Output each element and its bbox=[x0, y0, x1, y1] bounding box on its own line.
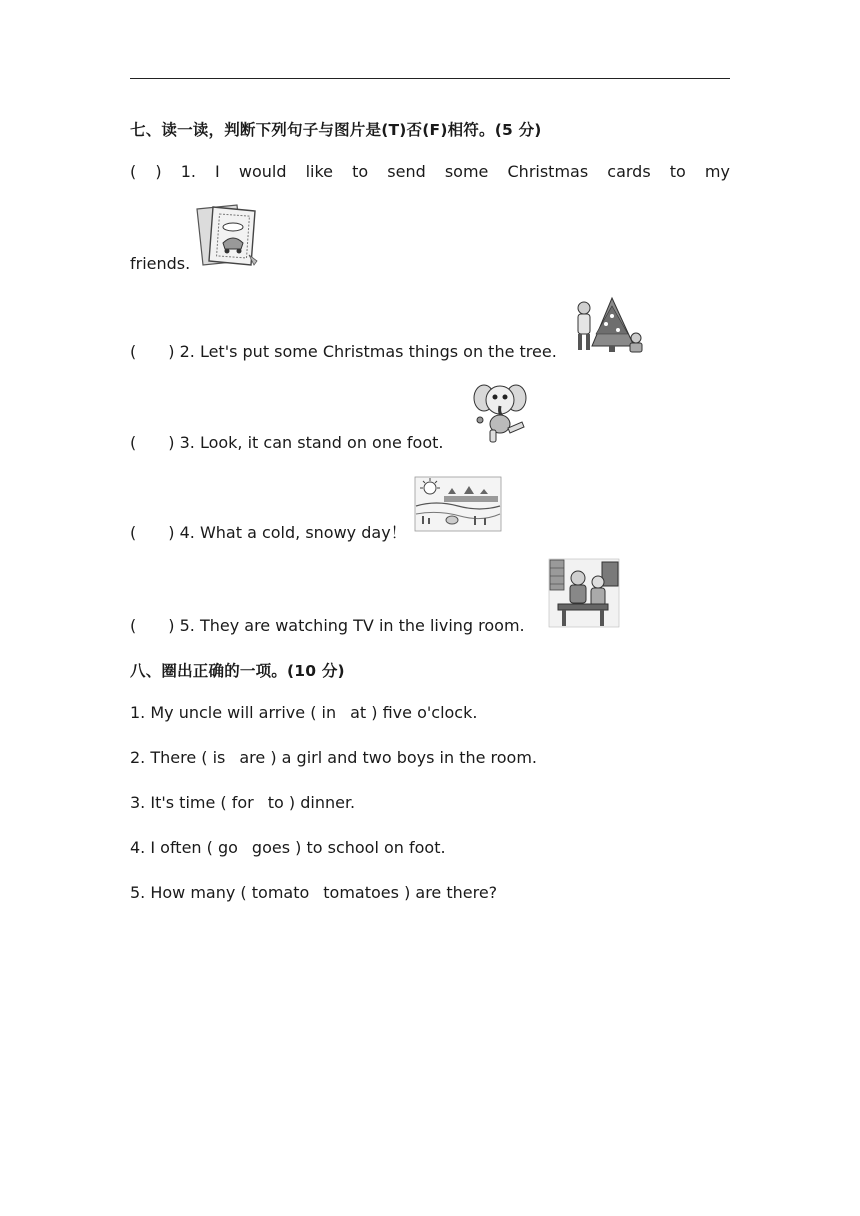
choice-option-1[interactable]: 3. It's time ( for bbox=[130, 793, 254, 812]
answer-paren-open: ( bbox=[130, 523, 137, 542]
choice-option-2[interactable]: are ) a girl and two boys in the room. bbox=[239, 748, 538, 767]
answer-paren-close: ) bbox=[168, 616, 175, 635]
choice-item-2 bbox=[130, 748, 537, 767]
answer-paren-close: ) bbox=[168, 342, 175, 361]
choice-option-2[interactable]: goes ) to school on foot. bbox=[251, 838, 446, 857]
choice-option-2[interactable]: to ) dinner. bbox=[267, 793, 356, 812]
choice-option-1[interactable]: 5. How many ( tomato bbox=[130, 883, 310, 902]
choice-option-1[interactable]: 4. I often ( go bbox=[130, 838, 238, 857]
choice-option-2[interactable]: at ) five o'clock. bbox=[350, 703, 478, 722]
section-7-title: 七、读一读，判断下列句子与图片是(T)否(F)相符。(5 分) bbox=[130, 121, 542, 139]
section-8-title: 八、圈出正确的一项。(10 分) bbox=[130, 662, 345, 680]
question-4 bbox=[130, 520, 407, 543]
answer-paren-open: ( bbox=[130, 616, 137, 635]
choice-item-3 bbox=[130, 793, 355, 812]
answer-paren-close: ) bbox=[168, 433, 175, 452]
q1-word: 1. bbox=[180, 162, 196, 181]
q1-word: ( bbox=[130, 162, 137, 181]
question-text: 3. Look, it can stand on one foot. bbox=[179, 433, 444, 452]
question-text: 2. Let's put some Christmas things on the tree. bbox=[179, 342, 557, 361]
christmas-card-icon bbox=[193, 203, 263, 269]
choice-option-1[interactable]: 2. There ( is bbox=[130, 748, 226, 767]
question-text: 5. They are watching TV in the living room. bbox=[179, 616, 525, 635]
q1-word: my bbox=[704, 162, 730, 181]
q1-word: send bbox=[387, 162, 426, 181]
question-2 bbox=[130, 342, 557, 361]
question-text: 4. What a cold, snowy day！ bbox=[179, 523, 407, 542]
choice-item-1 bbox=[130, 703, 477, 722]
question-5 bbox=[130, 616, 525, 635]
q1-word: to bbox=[352, 162, 369, 181]
header-rule bbox=[130, 78, 730, 79]
question-1-continuation: friends. bbox=[130, 254, 191, 273]
choice-option-1[interactable]: 1. My uncle will arrive ( in bbox=[130, 703, 337, 722]
snowy-landscape-icon bbox=[414, 476, 502, 532]
answer-paren-open: ( bbox=[130, 342, 137, 361]
elephant-icon bbox=[472, 380, 528, 446]
q1-word: to bbox=[669, 162, 686, 181]
choice-item-5 bbox=[130, 883, 497, 902]
q1-word: cards bbox=[607, 162, 651, 181]
choice-item-4 bbox=[130, 838, 446, 857]
living-room-tv-icon bbox=[548, 558, 620, 628]
question-3 bbox=[130, 433, 443, 452]
christmas-tree-kids-icon bbox=[572, 294, 646, 356]
choice-option-2[interactable]: tomatoes ) are there? bbox=[323, 883, 498, 902]
q1-word: some bbox=[444, 162, 489, 181]
q1-word: ) bbox=[155, 162, 162, 181]
answer-paren-open: ( bbox=[130, 433, 137, 452]
q1-word: like bbox=[305, 162, 334, 181]
q1-word: Christmas bbox=[507, 162, 589, 181]
q1-word: I bbox=[215, 162, 220, 181]
q1-word: would bbox=[238, 162, 287, 181]
answer-paren-close: ) bbox=[168, 523, 175, 542]
question-1-line bbox=[130, 162, 730, 181]
